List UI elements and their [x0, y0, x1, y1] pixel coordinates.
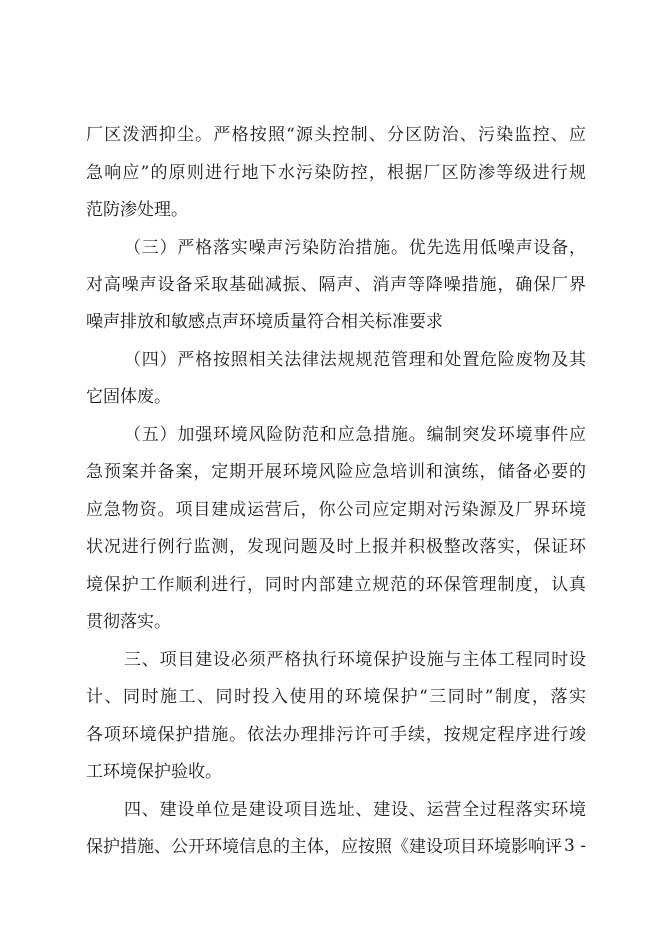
text-line-14: 贯彻落实。 [86, 612, 171, 632]
text-line-7: （四）严格按照相关法律法规规范管理和处置危险废物及其 [124, 350, 586, 370]
text-line-15: 三、项目建设必须严格执行环境保护设施与主体工程同时设 [124, 650, 586, 670]
text-line-11: 应急物资。项目建成运营后，你公司应定期对污染源及厂界环境 [86, 500, 586, 520]
text-line-6: 噪声排放和敏感点声环境质量符合相关标准要求 [86, 312, 443, 332]
page-number: - 3 - [552, 836, 586, 856]
text-line-19: 四、建设单位是建设项目选址、建设、运营全过程落实环境 [124, 800, 586, 820]
text-line-10: 急预案并备案，定期开展环境风险应急培训和演练，储备必要的 [86, 462, 586, 482]
text-line-12: 状况进行例行监测，发现问题及时上报并积极整改落实，保证环 [86, 537, 586, 557]
text-line-8: 它固体废。 [86, 387, 171, 407]
text-line-17: 各项环境保护措施。依法办理排污许可手续，按规定程序进行竣 [86, 725, 586, 745]
text-line-16: 计、同时施工、同时投入使用的环境保护“三同时”制度，落实 [86, 687, 586, 707]
text-line-3: 范防渗处理。 [86, 200, 188, 220]
text-line-13: 境保护工作顺利进行，同时内部建立规范的环保管理制度，认真 [86, 575, 586, 595]
text-line-5: 对高噪声设备采取基础减振、隔声、消声等降噪措施，确保厂界 [86, 275, 586, 295]
text-line-1: 厂区泼洒抑尘。严格按照“源头控制、分区防治、污染监控、应 [86, 125, 586, 145]
text-line-9: （五）加强环境风险防范和应急措施。编制突发环境事件应 [124, 425, 586, 445]
text-line-4: （三）严格落实噪声污染防治措施。优先选用低噪声设备， [124, 238, 586, 258]
text-line-20: 保护措施、公开环境信息的主体，应按照《建设项目环境影响评 [86, 837, 562, 857]
text-line-18: 工环境保护验收。 [86, 762, 222, 782]
text-line-2: 急响应”的原则进行地下水污染防控，根据厂区防渗等级进行规 [86, 163, 586, 183]
